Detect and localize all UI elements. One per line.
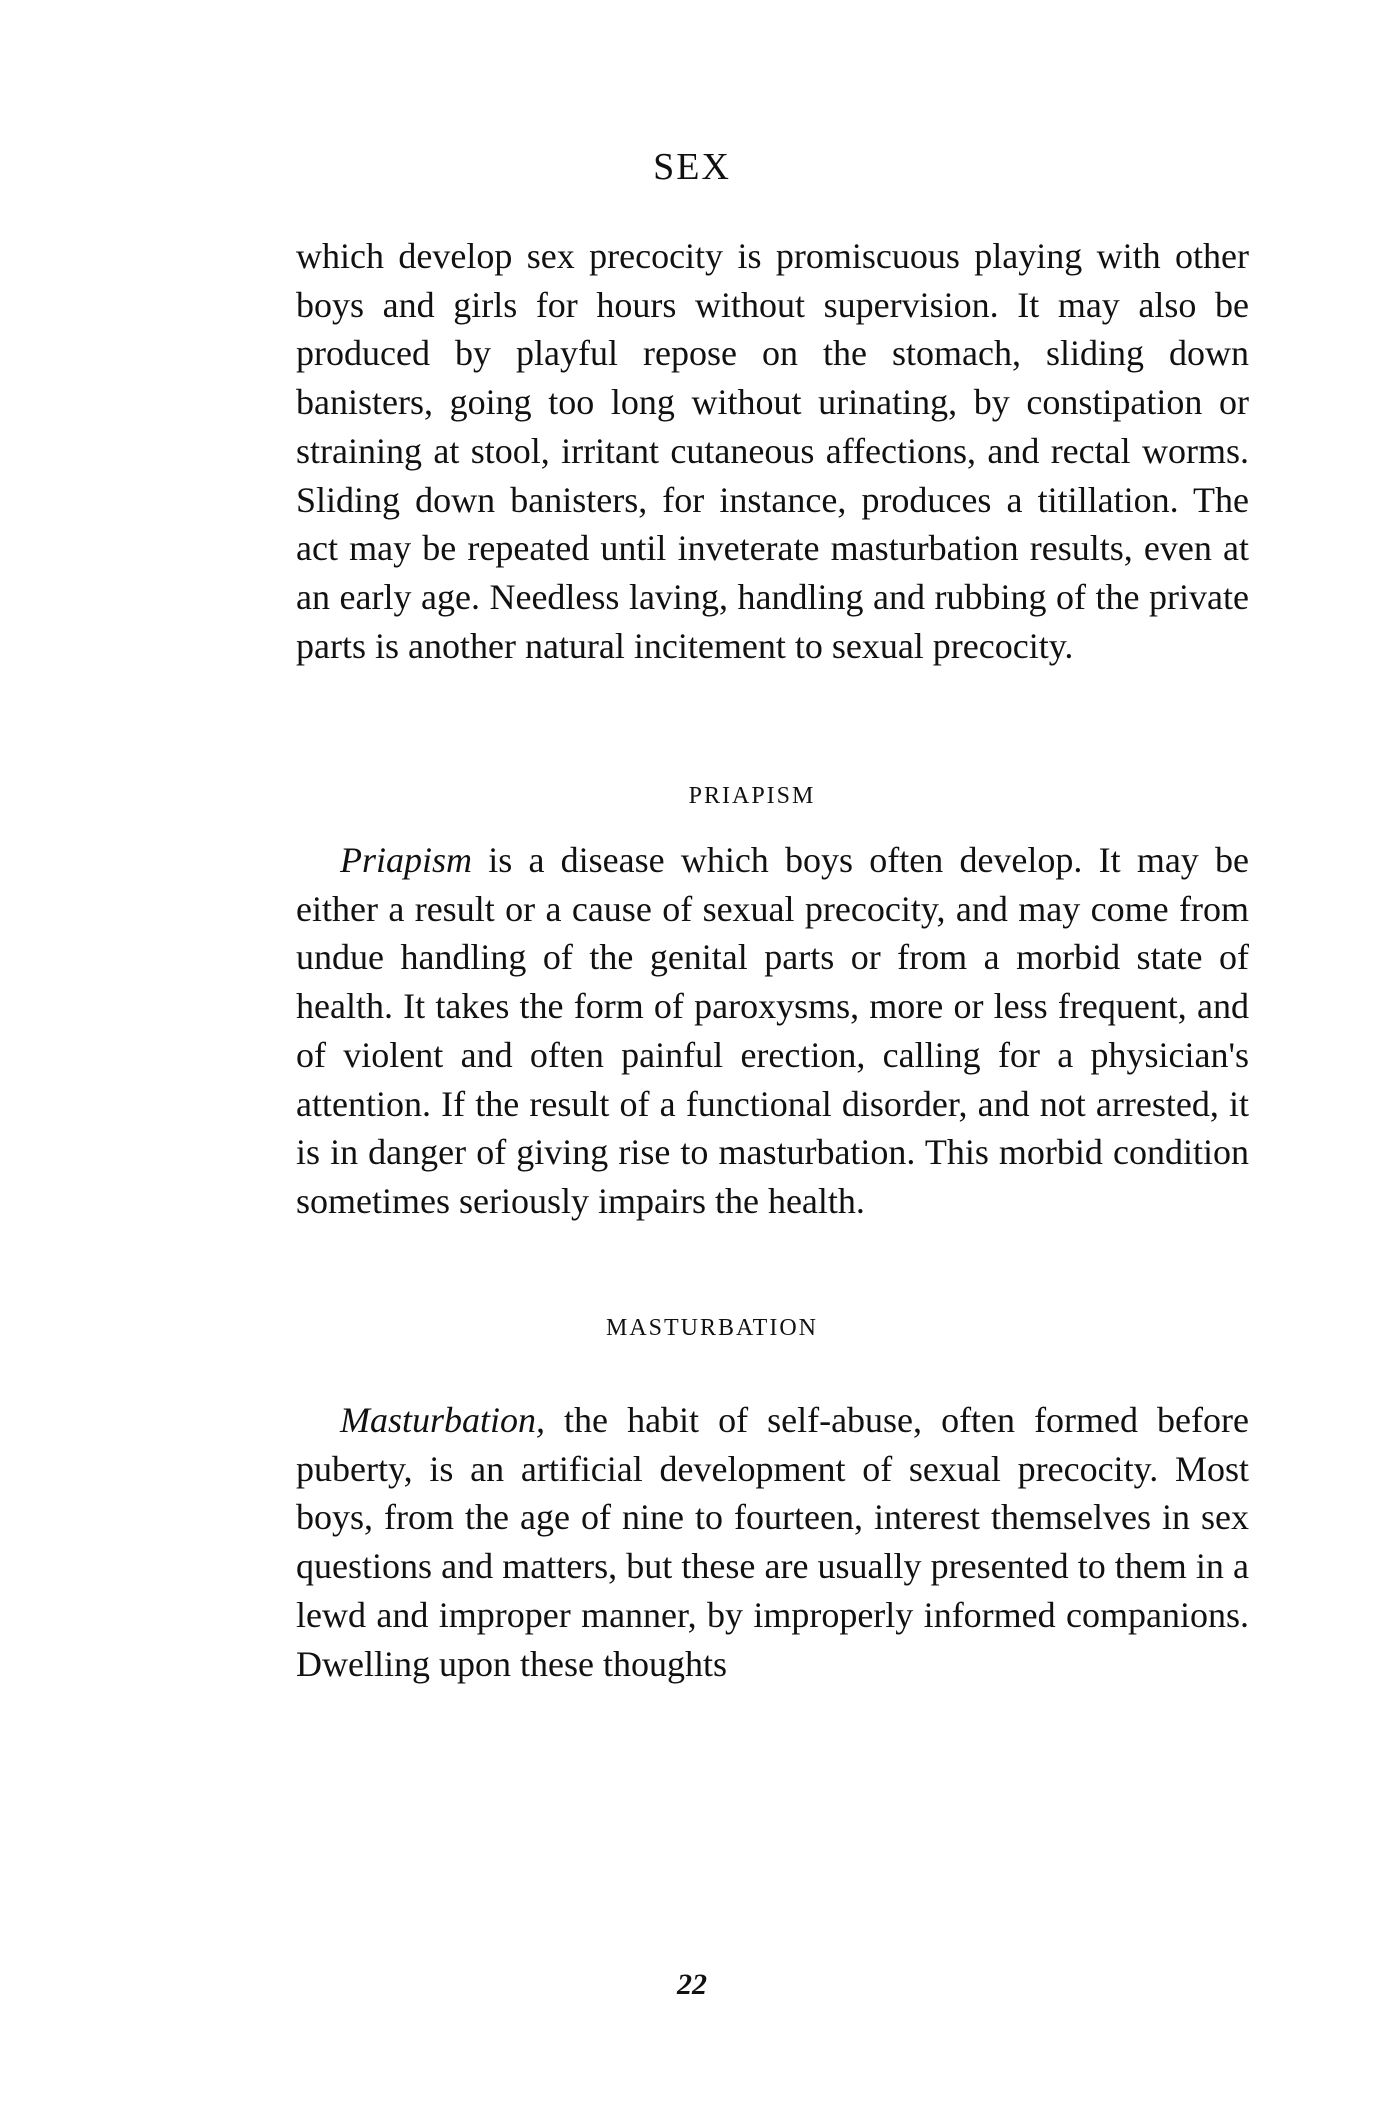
paragraph-text: is a disease which boys often develop. It may be either a result or a cause of sexual precocity, and may come from undue handling of the genital parts or from a morbid state of health. It takes the form of paroxysms, more or less frequent, and of violent and often painful erection, calling for a physician's attention. If the result of a functional disorder, and not arrested, it is in danger of giving rise to masturbation. This morbid condition sometimes seriously impairs the health. [296, 840, 1249, 1221]
running-head: SEX [653, 146, 731, 188]
term-masturbation: Masturbation, [340, 1400, 546, 1440]
section-heading-masturbation: MASTURBATION [605, 1315, 818, 1341]
paragraph-masturbation [296, 1396, 1249, 1688]
section-body-priapism [296, 836, 1249, 1226]
term-priapism: Priapism [340, 840, 473, 880]
paragraph-priapism [296, 836, 1249, 1226]
paragraph-text: the habit of self-abuse, often formed before puberty, is an artificial development of sexual precocity. Most boys, from the age of nine to fourteen, interest themselves in sex questions and matters, but these are usually presented to them in a lewd and improper manner, by improperly informed companions. Dwelling upon these thoughts [296, 1400, 1249, 1684]
page-number: 22 [677, 1968, 707, 2001]
section-heading-priapism: PRIAPISM [688, 783, 816, 809]
paragraph-text: which develop sex precocity is promiscuous playing with other boys and girls for hours without supervision. It may also be produced by playful repose on the stomach, sliding down banisters, going too long without urinating, by constipation or straining at stool, irritant cutaneous affections, and rectal worms. Sliding down banisters, for instance, produces a titillation. The act may be repeated until inveterate masturbation results, even at an early age. Needless laving, handling and rubbing of the private parts is another natural incitement to sexual precocity. [296, 236, 1249, 666]
section-body-masturbation [296, 1396, 1249, 1688]
paragraph-continuation [296, 232, 1249, 670]
